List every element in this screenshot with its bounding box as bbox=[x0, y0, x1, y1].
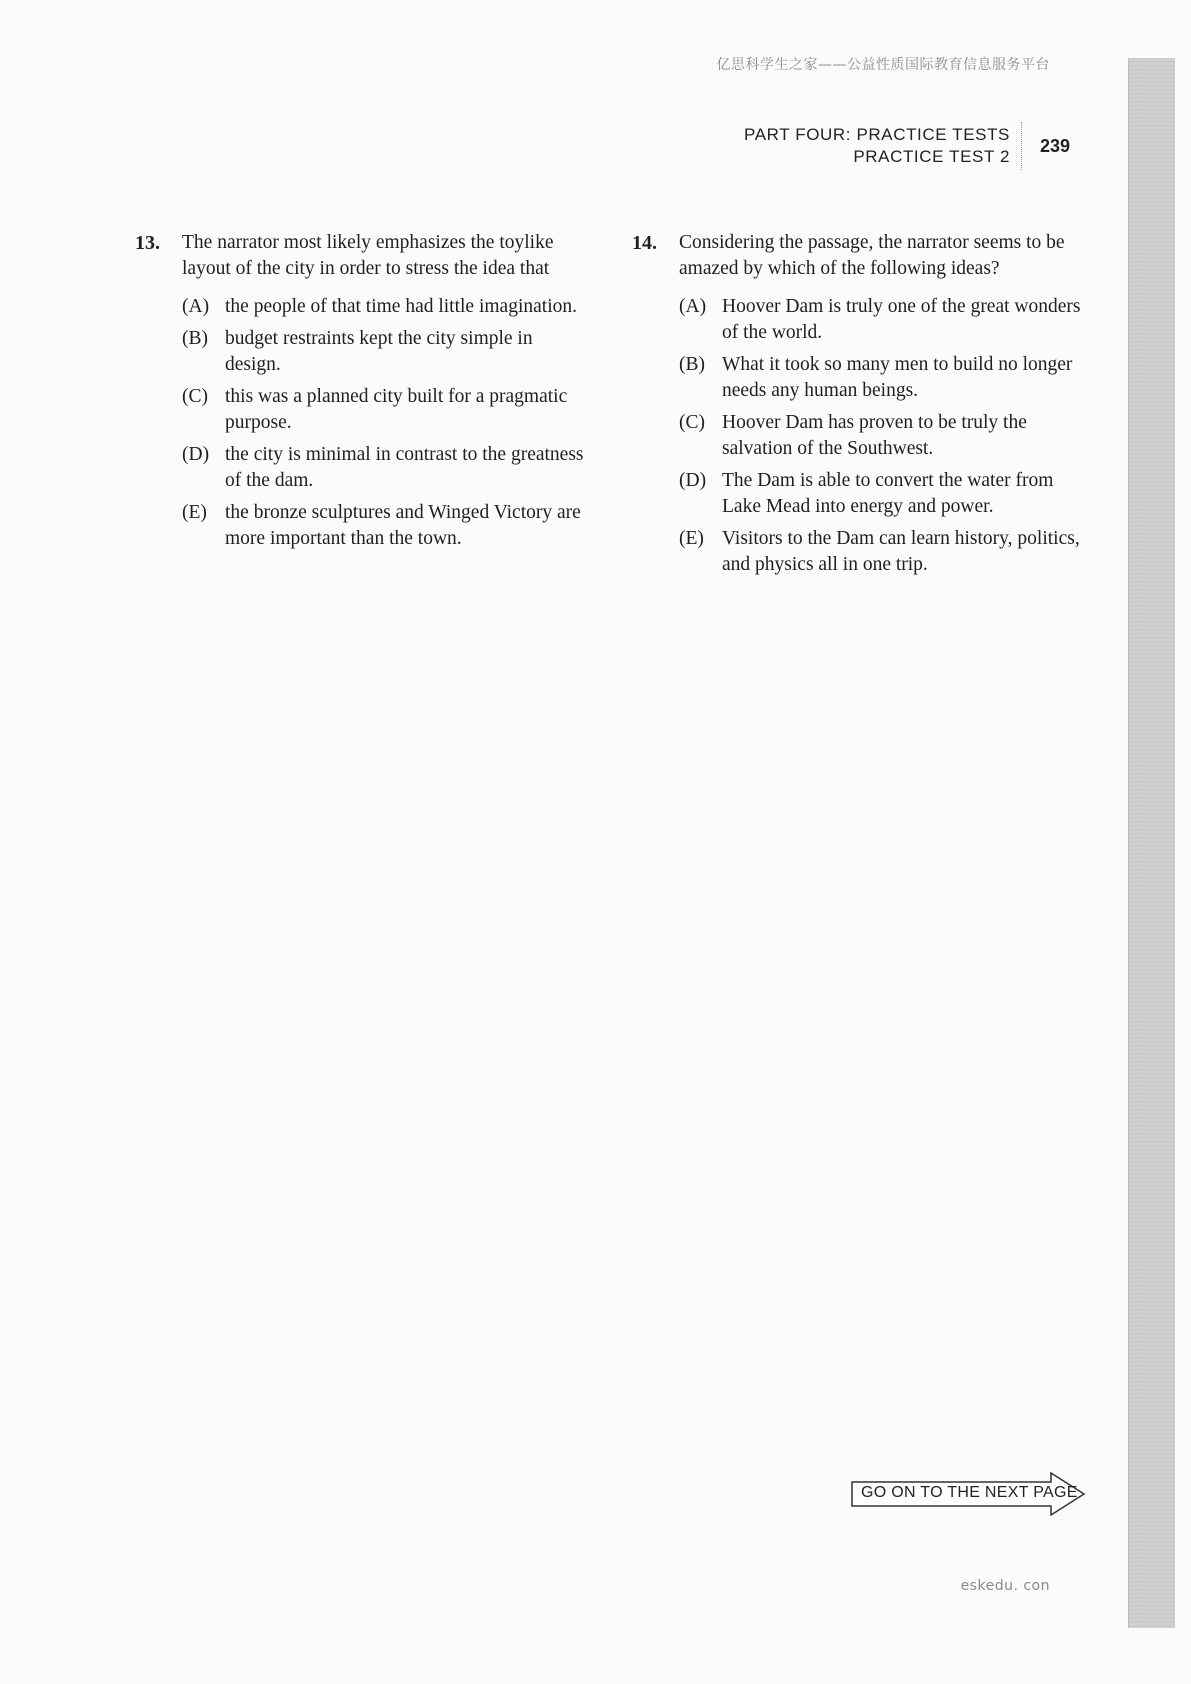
site-banner: 亿思科学生之家——公益性质国际教育信息服务平台 bbox=[716, 57, 1050, 73]
choice-c[interactable] bbox=[679, 410, 1082, 462]
choice-d[interactable] bbox=[679, 468, 1082, 520]
choice-letter: (A) bbox=[182, 296, 210, 317]
choice-a[interactable] bbox=[679, 294, 1082, 346]
choice-letter: (B) bbox=[182, 328, 208, 349]
section-title: PART FOUR: PRACTICE TESTS bbox=[744, 125, 1010, 144]
choice-c[interactable] bbox=[182, 384, 590, 436]
footer-site: eskedu. con bbox=[960, 1578, 1050, 1594]
choice-d[interactable] bbox=[182, 442, 590, 494]
choice-text: the people of that time had little imagination. bbox=[225, 296, 577, 317]
question-13 bbox=[135, 230, 590, 558]
choice-text: Hoover Dam has proven to be truly the salvation of the Southwest. bbox=[722, 412, 1027, 459]
answer-choices bbox=[182, 294, 590, 552]
choice-text: Visitors to the Dam can learn history, politics, and physics all in one trip. bbox=[722, 528, 1080, 575]
choice-e[interactable] bbox=[182, 500, 590, 552]
choice-b[interactable] bbox=[679, 352, 1082, 404]
choice-letter: (E) bbox=[679, 528, 704, 549]
choice-e[interactable] bbox=[679, 526, 1082, 578]
choice-letter: (C) bbox=[182, 386, 208, 407]
question-stem: Considering the passage, the narrator seems to be amazed by which of the following ideas? bbox=[679, 232, 1065, 279]
choice-letter: (C) bbox=[679, 412, 705, 433]
header-divider bbox=[1021, 122, 1023, 170]
page-number: 239 bbox=[1040, 136, 1071, 156]
answer-choices bbox=[679, 294, 1082, 578]
choice-letter: (D) bbox=[182, 444, 210, 465]
page-edge-shadow bbox=[1128, 58, 1175, 1628]
next-page-label: GO ON TO THE NEXT PAGE bbox=[861, 1484, 1078, 1501]
test-title: PRACTICE TEST 2 bbox=[853, 147, 1010, 166]
choice-letter: (D) bbox=[679, 470, 707, 491]
question-stem: The narrator most likely emphasizes the toylike layout of the city in order to stress the idea that bbox=[182, 232, 554, 279]
choice-letter: (A) bbox=[679, 296, 707, 317]
choice-text: Hoover Dam is truly one of the great wonders of the world. bbox=[722, 296, 1081, 343]
choice-text: budget restraints kept the city simple in design. bbox=[225, 328, 533, 375]
choice-text: this was a planned city built for a pragmatic purpose. bbox=[225, 386, 568, 433]
choice-text: What it took so many men to build no longer needs any human beings. bbox=[722, 354, 1073, 401]
running-head bbox=[700, 124, 1010, 168]
choice-text: The Dam is able to convert the water from Lake Mead into energy and power. bbox=[722, 470, 1054, 517]
choice-letter: (E) bbox=[182, 502, 207, 523]
choice-text: the bronze sculptures and Winged Victory are more important than the town. bbox=[225, 502, 581, 549]
question-number: 13. bbox=[135, 232, 160, 254]
choice-text: the city is minimal in contrast to the greatness of the dam. bbox=[225, 444, 584, 491]
choice-letter: (B) bbox=[679, 354, 705, 375]
choice-a[interactable] bbox=[182, 294, 590, 320]
question-14 bbox=[632, 230, 1082, 584]
question-number: 14. bbox=[632, 232, 657, 254]
choice-b[interactable] bbox=[182, 326, 590, 378]
next-page-indicator bbox=[851, 1472, 1087, 1516]
